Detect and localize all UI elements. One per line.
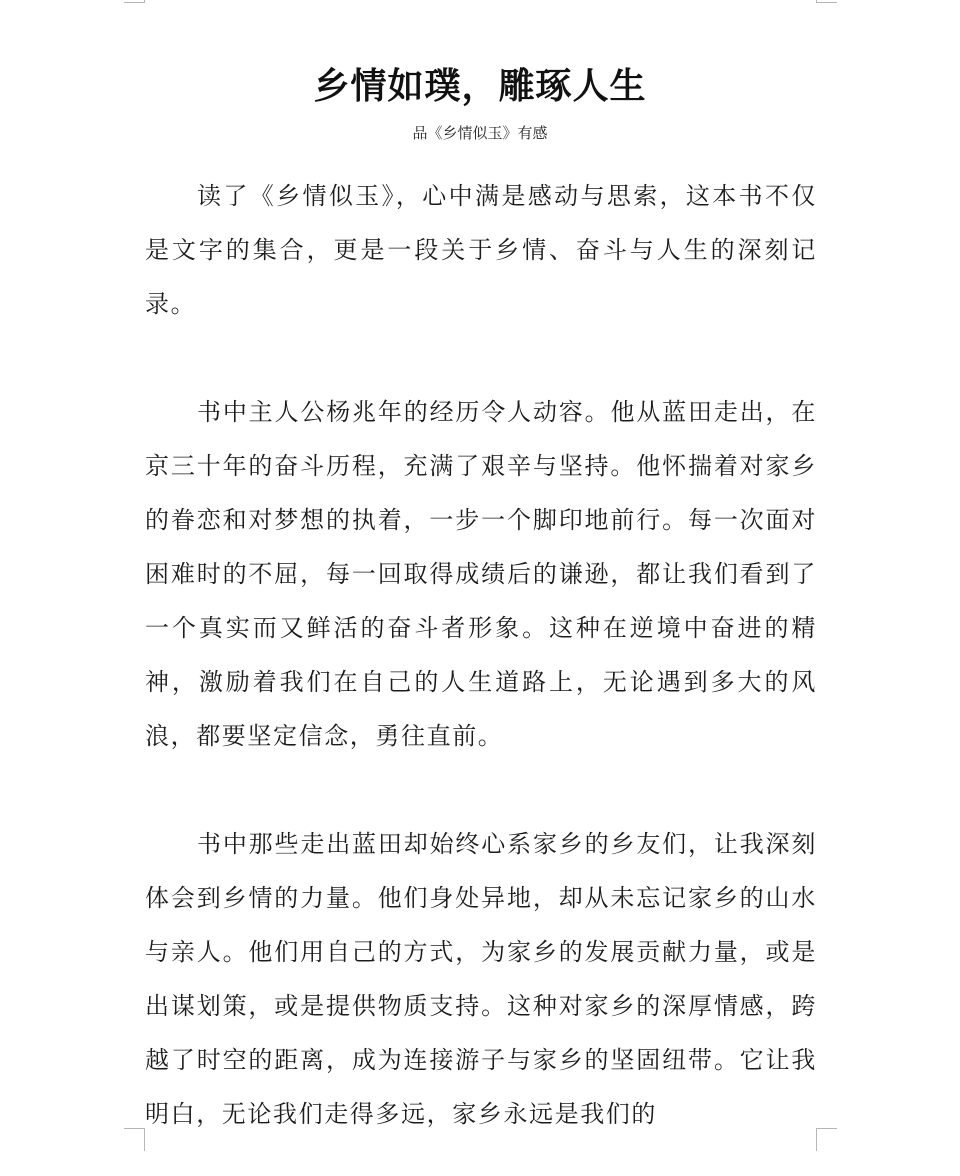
document-title: 乡情如璞，雕琢人生	[313, 66, 647, 107]
crop-mark-top-right	[816, 0, 837, 3]
crop-mark-top-left	[124, 0, 145, 3]
document-subtitle: 品《乡情似玉》有感	[412, 124, 548, 142]
paragraph-2: 书中主人公杨兆年的经历令人动容。他从蓝田走出，在京三十年的奋斗历程，充满了艰辛与坚持。他怀揣着对家乡的眷恋和对梦想的执着，一步一个脚印地前行。每一次面对困难时的不屈，每一回取得成绩后的谦逊，都让我们看到了一个真实而又鲜活的奋斗者形象。这种在逆境中奋进的精神，激励着我们在自己的人生道路上，无论遇到多大的风浪，都要坚定信念，勇往直前。	[145, 398, 817, 750]
crop-mark-bottom-right	[816, 1128, 837, 1151]
document-body	[145, 169, 817, 1141]
paragraph-1: 读了《乡情似玉》，心中满是感动与思索，这本书不仅是文字的集合，更是一段关于乡情、奋斗与人生的深刻记录。	[145, 182, 817, 318]
paragraph-3: 书中那些走出蓝田却始终心系家乡的乡友们，让我深刻体会到乡情的力量。他们身处异地，却从未忘记家乡的山水与亲人。他们用自己的方式，为家乡的发展贡献力量，或是出谋划策，或是提供物质支持。这种对家乡的深厚情感，跨越了时空的距离，成为连接游子与家乡的坚固纽带。它让我明白，无论我们走得多远，家乡永远是我们的	[145, 830, 817, 1128]
crop-mark-bottom-left	[124, 1128, 145, 1151]
